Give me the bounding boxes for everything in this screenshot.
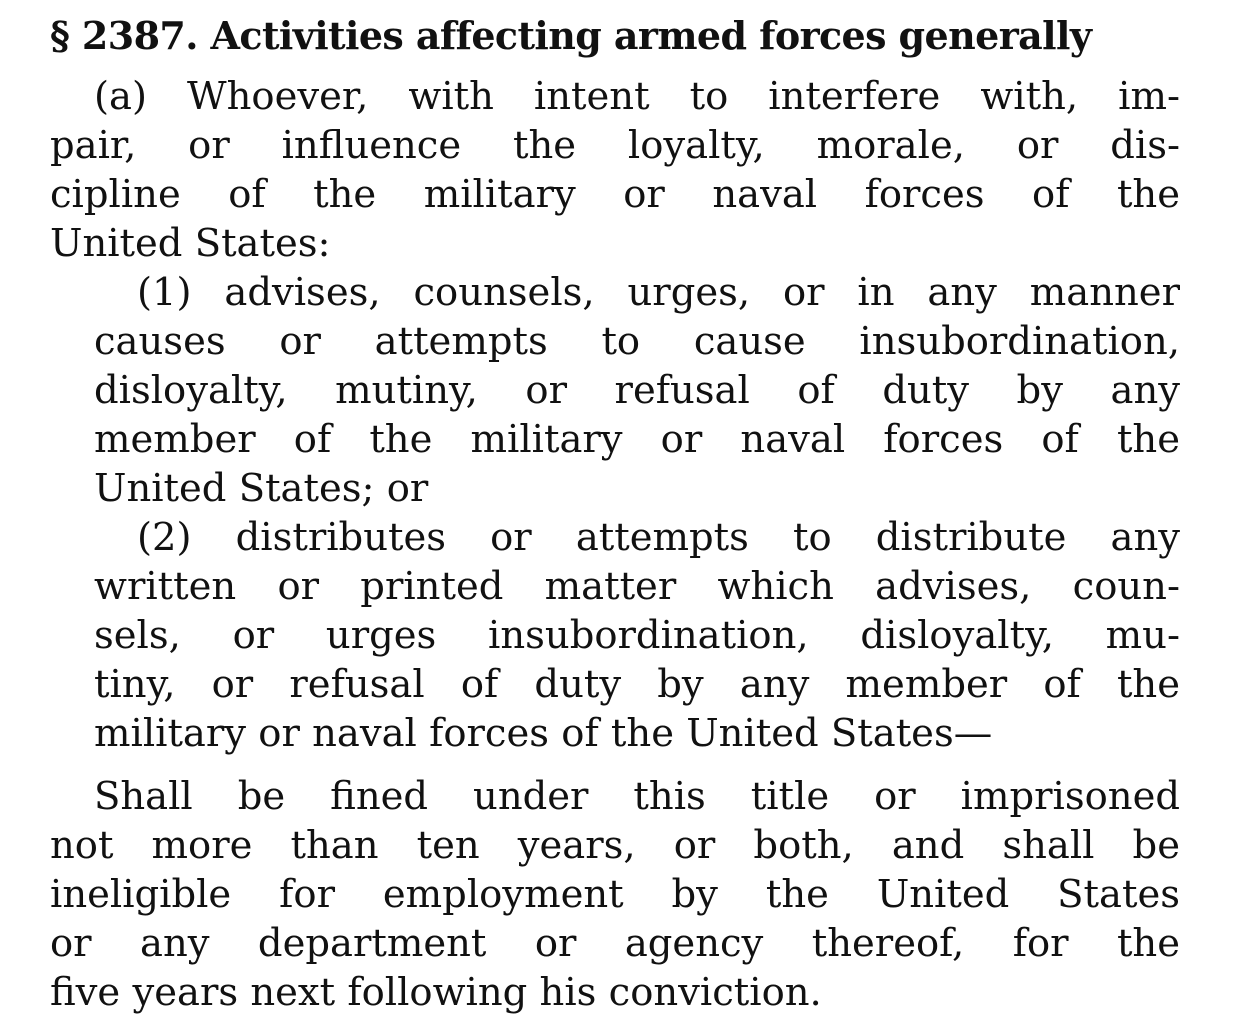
text-line: disloyalty, mutiny, or refusal of duty by any	[94, 368, 1180, 413]
text-line: (1) advises, counsels, urges, or in any manner	[137, 270, 1180, 315]
text-line: pair, or influence the loyalty, morale, or dis-	[50, 123, 1180, 168]
statute-page	[50, 12, 1180, 1017]
text-line: five years next following his conviction.	[50, 970, 822, 1015]
text-line: written or printed matter which advises, coun-	[94, 564, 1180, 609]
text-line: tiny, or refusal of duty by any member of the	[94, 662, 1180, 707]
text-line: United States:	[50, 221, 331, 266]
text-line: sels, or urges insubordination, disloyalty, mu-	[94, 613, 1180, 658]
text-line: causes or attempts to cause insubordination,	[94, 319, 1180, 364]
text-line: (a) Whoever, with intent to interfere with, im-	[94, 74, 1180, 119]
text-line: not more than ten years, or both, and shall be	[50, 823, 1180, 868]
text-line: (2) distributes or attempts to distribute any	[137, 515, 1180, 560]
text-line: ineligible for employment by the United States	[50, 872, 1180, 917]
text-line: United States; or	[94, 466, 429, 511]
text-line: cipline of the military or naval forces of the	[50, 172, 1180, 217]
text-line: member of the military or naval forces of the	[94, 417, 1180, 462]
penalty-clause	[50, 772, 1180, 1017]
subsection-a	[50, 72, 1180, 268]
paragraph-2	[94, 513, 1180, 758]
paragraph-1	[94, 268, 1180, 513]
section-heading: § 2387. Activities affecting armed forces generally	[50, 13, 1092, 58]
text-line: military or naval forces of the United States—	[94, 711, 993, 756]
text-line: or any department or agency thereof, for the	[50, 921, 1180, 966]
text-line: Shall be fined under this title or imprisoned	[94, 774, 1180, 819]
